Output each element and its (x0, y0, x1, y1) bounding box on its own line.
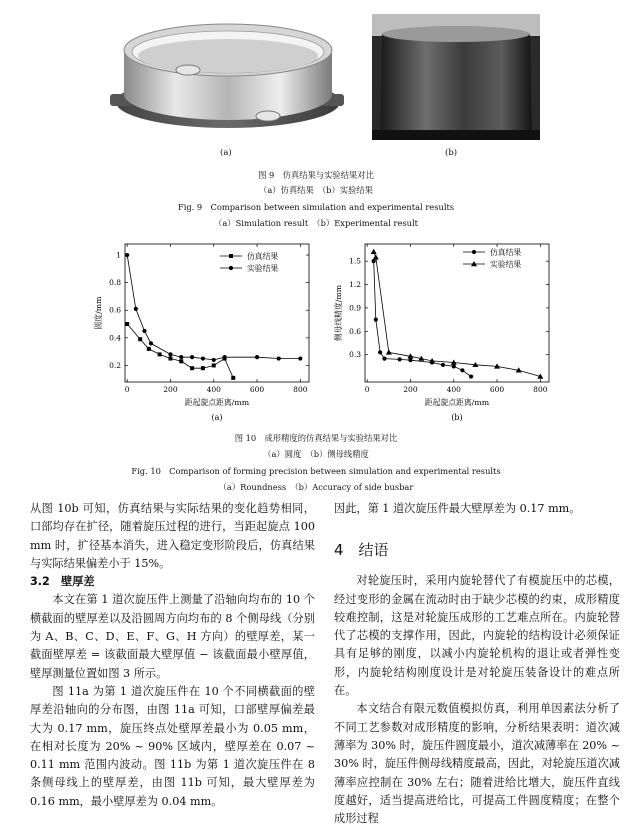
x-tick-label: 0 (364, 385, 370, 394)
data-point (231, 376, 235, 380)
x-tick-label: 400 (206, 385, 221, 394)
data-point (408, 358, 412, 362)
y-axis-label: 圆度/mm (94, 296, 103, 330)
x-axis-label: 距起旋点距离/mm (424, 398, 490, 407)
section-4-heading: 4 结语 (334, 541, 389, 560)
x-axis-label: 距起旋点距离/mm (184, 398, 250, 407)
data-point (138, 337, 142, 341)
roundness-chart (75, 240, 325, 430)
fig9-caption-en: Fig. 9 Comparison between simulation and experimental results (177, 202, 455, 212)
data-point (158, 352, 162, 356)
data-point (212, 358, 216, 362)
legend-marker (472, 250, 476, 254)
data-point (373, 254, 379, 259)
x-tick-label: 800 (293, 385, 308, 394)
left-paragraph-2: 本文在第 1 道次旋压件上测量了沿轴向均布的 10 个横截面的壁厚差以及沿圆周方向均布的 8 个侧母线（分别为 A、B、C、D、E、F、G、H 方向）的壁厚差，某一截面壁厚差 = 该截面最大壁厚值 − 该截面最小壁厚值，壁厚测量位置如图 3 所示。 (30, 593, 315, 680)
data-point (125, 322, 129, 326)
data-point (277, 356, 281, 360)
x-tick-label: 0 (124, 385, 130, 394)
data-point (201, 366, 205, 370)
y-tick-label: 0.8 (109, 278, 121, 288)
data-point (298, 356, 302, 360)
data-point (212, 363, 216, 367)
data-point (149, 341, 153, 345)
fig10-caption-en: Fig. 10 Comparison of forming precision between simulation and experimental results (131, 466, 501, 476)
data-point (168, 352, 172, 356)
data-point (255, 355, 259, 359)
y-tick-label: 0.3 (349, 350, 361, 360)
data-point (386, 349, 392, 354)
data-point (179, 355, 183, 359)
data-point (441, 363, 445, 367)
fig9-subcaption-en: （a）Simulation result （b）Experimental result (214, 218, 418, 228)
panel-label: (b) (451, 413, 463, 422)
left-paragraph-3: 图 11a 为第 1 道次旋压件在 10 个不同横截面的壁厚差沿轴向的分布图，由图 11a 可知，口部壁厚偏差最大为 0.17 mm，旋压终点处壁厚差最小为 0.05 mm，在相对长度为 20% ~ 90% 区域内，壁厚差在 0.07 ~ 0.11 mm 范围内波动。图 11b 为第 1 道次旋压件在 8 条侧母线上的壁厚差，由图 11b 可知，最大壁厚差为 0.16 mm，最小壁厚差为 0.04 mm。 (30, 684, 315, 808)
left-paragraph-1: 从图 10b 可知，仿真结果与实际结果的变化趋势相同，口部均存在扩径，随着旋压过程的进行，当距起旋点 100 mm 时，扩径基本消失，进入稳定变形阶段后，仿真结果与实际结果偏差小于 15%。 (30, 502, 315, 570)
y-tick-label: 1.2 (349, 280, 361, 290)
data-point (142, 329, 146, 333)
y-tick-label: 0.2 (109, 360, 121, 370)
side-busbar-accuracy-chart (325, 240, 565, 430)
data-point (372, 259, 376, 263)
data-point (382, 357, 386, 361)
data-point (134, 307, 138, 311)
legend-label: 实验结果 (490, 260, 522, 269)
x-tick-label: 600 (249, 385, 265, 394)
fig10-caption-cn: 图 10 成形精度的仿真结果与实验结果对比 (234, 433, 398, 443)
legend-marker (229, 254, 233, 258)
data-point (190, 366, 194, 370)
y-tick-label: 1.5 (349, 256, 361, 266)
x-tick-label: 200 (403, 385, 418, 394)
data-point (371, 249, 377, 254)
fig9-subcaption-cn: （a）仿真结果 （b）实验结果 (259, 185, 373, 195)
experimental-cylinder-photo (372, 14, 540, 140)
fig10-subcaption-cn: （a）圆度 （b）侧母线精度 (263, 449, 369, 459)
x-tick-label: 200 (163, 385, 178, 394)
data-point (147, 347, 151, 351)
left-column (30, 500, 315, 811)
data-point (190, 355, 194, 359)
y-tick-label: 0.6 (349, 326, 361, 336)
legend-label: 仿真结果 (247, 252, 279, 261)
x-tick-label: 800 (533, 385, 548, 394)
y-axis-label: 侧母线精度/mm (334, 284, 343, 342)
data-point (222, 355, 226, 359)
legend-label: 仿真结果 (490, 248, 522, 257)
y-tick-label: 1 (116, 250, 121, 260)
y-tick-label: 0.9 (349, 303, 361, 313)
simulation-ring-image (108, 10, 348, 138)
y-tick-label: 0.6 (109, 305, 121, 315)
x-tick-label: 600 (489, 385, 505, 394)
legend-label: 实验结果 (247, 264, 279, 273)
right-paragraph-1: 因此，第 1 道次旋压件最大壁厚差为 0.17 mm。 (334, 502, 581, 515)
data-point (374, 318, 378, 322)
panel-label: (a) (211, 413, 223, 422)
fig9-caption-cn: 图 9 仿真结果与实验结果对比 (258, 170, 374, 180)
data-point (460, 368, 464, 372)
fig9-sublabel-b: (b) (445, 148, 458, 158)
legend-marker (229, 266, 233, 270)
data-point (398, 357, 402, 361)
plot-frame (365, 244, 549, 382)
data-point (168, 357, 172, 361)
data-point (179, 359, 183, 363)
plot-frame (125, 244, 309, 382)
data-point (469, 374, 473, 378)
fig9-sublabel-a: (a) (220, 148, 232, 158)
x-tick-label: 400 (446, 385, 461, 394)
data-point (452, 364, 456, 368)
data-point (125, 253, 129, 257)
fig10-subcaption-en: （a）Roundness （b）Accuracy of side busbar (218, 482, 414, 492)
right-column (334, 500, 620, 828)
y-tick-label: 0.4 (109, 333, 121, 343)
right-paragraph-2: 对轮旋压时，采用内旋轮替代了有模旋压中的芯模，经过变形的金属在流动时由于缺少芯模的约束，成形精度较难控制，这是对轮旋压成形的工艺难点所在。内旋轮替代了芯模的支撑作用，因此，内旋轮的结构设计必须保证具有足够的刚度，以减小内旋轮机构的退让或者弹性变形，内旋轮结构刚度设计是对轮旋压装备设计的难点所在。 (334, 574, 620, 698)
data-point (378, 350, 382, 354)
right-paragraph-3: 本文结合有限元数值模拟仿真，利用单因素法分析了不同工艺参数对成形精度的影响，分析结果表明：道次减薄率为 30% 时，旋压件圆度最小，道次减薄率在 20% ~ 30% 时，旋压件侧母线精度最高，因此，对轮旋压道次减薄率应控制在 30% 左右；随着进给比增大，旋压件直线度越好，适当提高进给比，可提高工件圆度精度；在整个成形过程 (334, 702, 620, 826)
data-point (201, 356, 205, 360)
section-3-2-heading: 3.2 壁厚差 (30, 575, 95, 589)
